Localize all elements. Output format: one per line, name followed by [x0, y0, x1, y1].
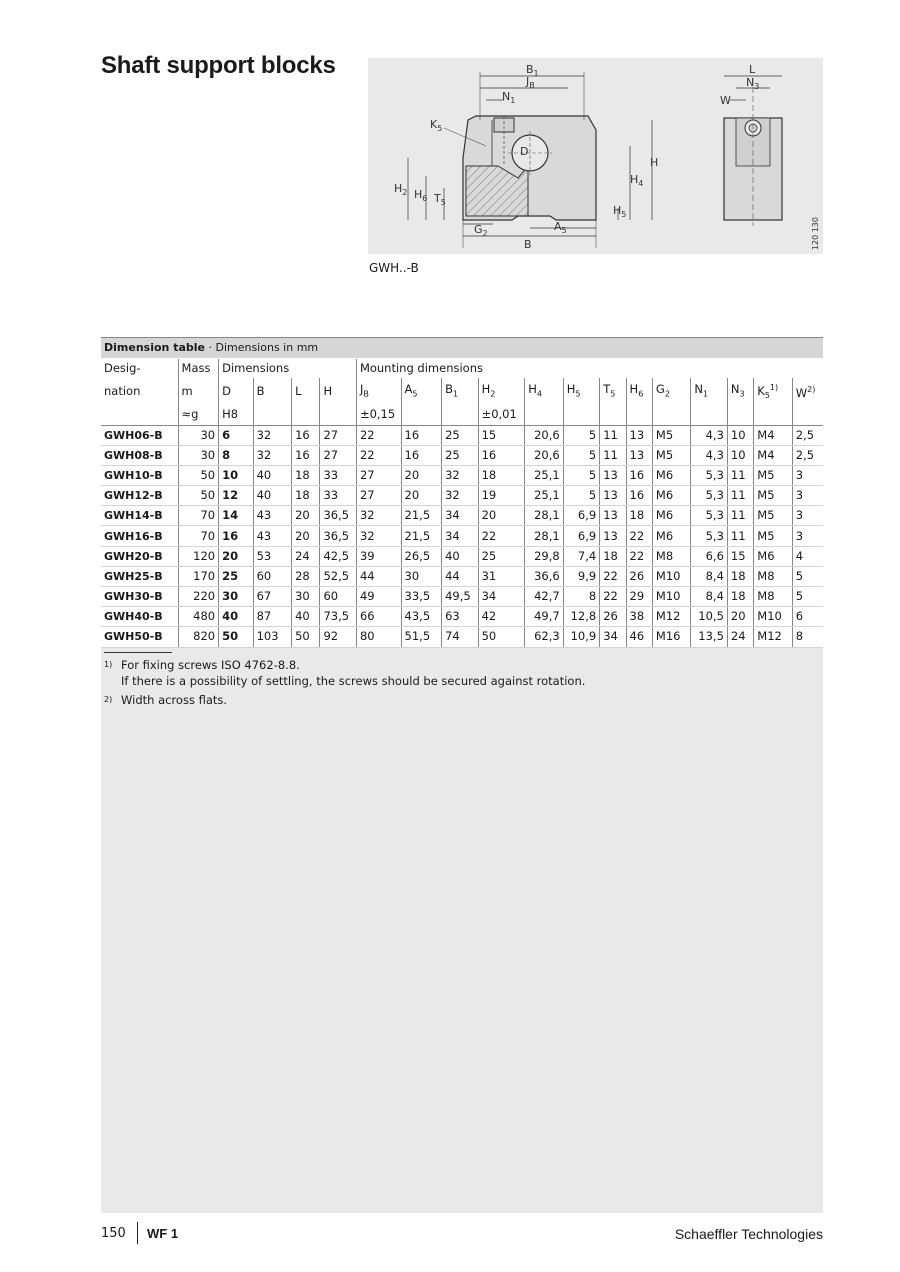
table-cell: 22 [626, 526, 652, 546]
table-cell: 39 [356, 546, 401, 566]
table-cell: M12 [754, 627, 793, 647]
table-cell: 11 [727, 465, 753, 485]
table-cell: 15 [727, 546, 753, 566]
table-cell: 16 [478, 445, 525, 465]
table-cell: 15 [478, 425, 525, 445]
table-cell: 53 [253, 546, 292, 566]
table-cell: 30 [178, 425, 219, 445]
table-cell: 5,3 [691, 526, 727, 546]
page-footer [101, 1222, 823, 1244]
table-cell: 32 [356, 506, 401, 526]
table-cell: 16 [292, 425, 320, 445]
table-cell: 25,1 [525, 486, 564, 506]
hdr-h2-tol: ±0,01 [478, 405, 525, 425]
designation-cell: GWH30-B [101, 587, 178, 607]
table-cell: 20 [727, 607, 753, 627]
table-cell: M5 [754, 526, 793, 546]
table-cell: 16 [292, 445, 320, 465]
table-cell: M5 [754, 486, 793, 506]
table-cell: 40 [219, 607, 253, 627]
label-h2: $H_2$ [394, 182, 408, 197]
table-cell: 52,5 [320, 566, 356, 586]
table-cell: 38 [626, 607, 652, 627]
table-cell: 8 [219, 445, 253, 465]
table-cell: 26 [600, 607, 626, 627]
table-cell: 43 [253, 506, 292, 526]
table-cell: 30 [178, 445, 219, 465]
footnote-1-line-1: For fixing screws ISO 4762-8.8. [121, 658, 300, 672]
label-h: H [650, 156, 659, 169]
table-cell: 30 [401, 566, 442, 586]
table-cell: 26 [626, 566, 652, 586]
table-cell: 40 [253, 465, 292, 485]
table-row [101, 425, 823, 445]
table-cell: M16 [652, 627, 691, 647]
table-cell: 18 [292, 486, 320, 506]
table-cell: 7,4 [563, 546, 599, 566]
table-cell: M10 [652, 587, 691, 607]
table-cell: M5 [652, 425, 691, 445]
table-cell: 24 [727, 627, 753, 647]
designation-cell: GWH50-B [101, 627, 178, 647]
table-cell: 480 [178, 607, 219, 627]
table-cell: 74 [442, 627, 478, 647]
table-cell: M8 [652, 546, 691, 566]
table-cell: 20 [219, 546, 253, 566]
hdr-k5: $K_5^{1)}$ [754, 378, 793, 405]
table-cell: 16 [401, 425, 442, 445]
table-cell: M6 [652, 506, 691, 526]
footnote-1-mark: 1) [104, 660, 113, 669]
dimension-table [101, 359, 823, 648]
label-k5: $K_5$ [430, 118, 443, 133]
table-cell: 22 [626, 546, 652, 566]
table-cell: 32 [442, 465, 478, 485]
footnote-2-line-1: Width across flats. [121, 693, 228, 707]
table-cell: 27 [320, 425, 356, 445]
table-cell: 8,4 [691, 587, 727, 607]
table-row [101, 566, 823, 586]
table-cell: 25 [478, 546, 525, 566]
hdr-h4: $H_4$ [525, 378, 564, 405]
footnote-1-line-2: If there is a possibility of settling, the screws should be secured against rotation. [121, 674, 586, 688]
table-cell: 4,3 [691, 425, 727, 445]
section-label: WF 1 [147, 1226, 179, 1241]
table-cell: 42 [478, 607, 525, 627]
footnote-2-mark: 2) [104, 695, 113, 704]
table-cell: 50 [178, 465, 219, 485]
table-cell: 32 [253, 425, 292, 445]
label-b: B [524, 238, 532, 251]
table-cell: 27 [356, 465, 401, 485]
table-cell: 30 [292, 587, 320, 607]
hdr-m: m [178, 378, 219, 405]
table-cell: 170 [178, 566, 219, 586]
hdr-w: $W^{2)}$ [792, 378, 823, 405]
designation-cell: GWH40-B [101, 607, 178, 627]
table-cell: 25 [442, 425, 478, 445]
table-cell: 11 [600, 425, 626, 445]
hdr-b: B [253, 378, 292, 405]
table-cell: 13 [626, 425, 652, 445]
table-cell: 5 [563, 486, 599, 506]
table-row [101, 526, 823, 546]
table-cell: 34 [442, 506, 478, 526]
table-cell: 8 [563, 587, 599, 607]
label-d: D [520, 145, 529, 158]
footer-separator [137, 1222, 138, 1244]
table-cell: M6 [754, 546, 793, 566]
table-cell: 5 [563, 425, 599, 445]
table-cell: 40 [292, 607, 320, 627]
hdr-h6: $H_6$ [626, 378, 652, 405]
label-t5: $T_5$ [434, 192, 446, 207]
table-cell: 49 [356, 587, 401, 607]
table-cell: 50 [219, 627, 253, 647]
table-cell: 10 [727, 445, 753, 465]
table-cell: 18 [727, 566, 753, 586]
table-cell: 29 [626, 587, 652, 607]
table-cell: 32 [253, 445, 292, 465]
table-row [101, 506, 823, 526]
table-cell: 8 [792, 627, 823, 647]
table-cell: 11 [727, 486, 753, 506]
dimension-table-area [101, 337, 823, 1213]
brand-name: Schaeffler Technologies [674, 1226, 823, 1242]
table-cell: 12 [219, 486, 253, 506]
table-cell: M12 [652, 607, 691, 627]
hdr-dimensions: Dimensions [219, 359, 357, 378]
table-cell: M4 [754, 445, 793, 465]
table-cell: 22 [356, 445, 401, 465]
table-cell: 60 [320, 587, 356, 607]
table-cell: 13 [600, 465, 626, 485]
table-cell: 29,8 [525, 546, 564, 566]
footnotes [104, 652, 585, 708]
hdr-approx-g: ≈g [178, 405, 219, 425]
table-cell: 24 [292, 546, 320, 566]
table-cell: 50 [478, 627, 525, 647]
table-cell: 10 [219, 465, 253, 485]
page-number: 150 [101, 1226, 126, 1241]
label-n1: $N_1$ [502, 90, 516, 105]
table-cell: 26,5 [401, 546, 442, 566]
table-cell: 5 [792, 587, 823, 607]
table-cell: 36,6 [525, 566, 564, 586]
table-row [101, 627, 823, 647]
table-cell: 5,3 [691, 506, 727, 526]
table-cell: 42,7 [525, 587, 564, 607]
table-cell: 16 [401, 445, 442, 465]
table-cell: 40 [442, 546, 478, 566]
page-title: Shaft support blocks [101, 52, 336, 79]
table-row [101, 546, 823, 566]
table-cell: 220 [178, 587, 219, 607]
table-cell: 19 [478, 486, 525, 506]
hdr-mass: Mass [178, 359, 219, 378]
table-cell: 92 [320, 627, 356, 647]
table-cell: 13 [626, 445, 652, 465]
table-cell: 22 [600, 566, 626, 586]
table-cell: 46 [626, 627, 652, 647]
table-cell: 21,5 [401, 506, 442, 526]
table-cell: 70 [178, 526, 219, 546]
table-cell: 28,1 [525, 506, 564, 526]
table-heading-rest: · Dimensions in mm [204, 341, 319, 354]
table-cell: 6,9 [563, 526, 599, 546]
table-cell: 16 [219, 526, 253, 546]
table-cell: 40 [253, 486, 292, 506]
table-cell: 20 [401, 465, 442, 485]
table-cell: 120 [178, 546, 219, 566]
table-cell: 30 [219, 587, 253, 607]
table-cell: 20 [401, 486, 442, 506]
table-cell: 33 [320, 486, 356, 506]
hdr-g2: $G_2$ [652, 378, 691, 405]
label-h6: $H_6$ [414, 188, 428, 203]
hdr-h2: $H_2$ [478, 378, 525, 405]
hdr-jb: $J_B$ [356, 378, 401, 405]
table-cell: 13 [600, 506, 626, 526]
table-cell: 18 [727, 587, 753, 607]
table-cell: 49,7 [525, 607, 564, 627]
table-cell: 49,5 [442, 587, 478, 607]
label-n3: $N_3$ [746, 76, 760, 91]
hdr-d: D [219, 378, 253, 405]
table-cell: 25 [219, 566, 253, 586]
table-cell: 33 [320, 465, 356, 485]
drawing-id: 120 130 [811, 216, 820, 250]
table-cell: 44 [356, 566, 401, 586]
table-cell: 20 [478, 506, 525, 526]
label-g2: $G_2$ [474, 223, 488, 238]
table-cell: 3 [792, 526, 823, 546]
hdr-mounting: Mounting dimensions [356, 359, 823, 378]
table-cell: 34 [442, 526, 478, 546]
table-cell: 5 [792, 566, 823, 586]
hdr-desig-2: nation [101, 378, 178, 405]
table-cell: 10,5 [691, 607, 727, 627]
hdr-h: H [320, 378, 356, 405]
hdr-h5: $H_5$ [563, 378, 599, 405]
table-cell: M10 [652, 566, 691, 586]
table-cell: 4,3 [691, 445, 727, 465]
table-cell: 5 [563, 445, 599, 465]
designation-cell: GWH16-B [101, 526, 178, 546]
table-cell: 20,6 [525, 445, 564, 465]
table-cell: 36,5 [320, 526, 356, 546]
table-cell: 25 [442, 445, 478, 465]
table-cell: 22 [600, 587, 626, 607]
table-cell: 3 [792, 486, 823, 506]
table-cell: 27 [356, 486, 401, 506]
table-cell: 51,5 [401, 627, 442, 647]
designation-cell: GWH10-B [101, 465, 178, 485]
table-cell: 10 [727, 425, 753, 445]
table-cell: M5 [754, 465, 793, 485]
table-row [101, 587, 823, 607]
table-cell: 28 [292, 566, 320, 586]
table-cell: 60 [253, 566, 292, 586]
table-cell: 43 [253, 526, 292, 546]
table-cell: 9,9 [563, 566, 599, 586]
hdr-t5: $T_5$ [600, 378, 626, 405]
table-cell: 20 [292, 506, 320, 526]
label-h5: $H_5$ [613, 204, 627, 219]
table-cell: 62,3 [525, 627, 564, 647]
table-cell: M6 [652, 465, 691, 485]
hdr-n1: $N_1$ [691, 378, 727, 405]
table-cell: 73,5 [320, 607, 356, 627]
table-cell: 25,1 [525, 465, 564, 485]
designation-cell: GWH06-B [101, 425, 178, 445]
table-cell: 18 [626, 506, 652, 526]
table-cell: 5,3 [691, 465, 727, 485]
table-cell: 6,9 [563, 506, 599, 526]
table-cell: 13 [600, 486, 626, 506]
hdr-l: L [292, 378, 320, 405]
table-cell: 20,6 [525, 425, 564, 445]
table-cell: M10 [754, 607, 793, 627]
label-jb: $J_B$ [526, 75, 535, 90]
label-h4: $H_4$ [630, 173, 644, 188]
table-cell: 3 [792, 465, 823, 485]
table-cell: 11 [727, 526, 753, 546]
footnote-rule [104, 652, 172, 653]
table-cell: 22 [478, 526, 525, 546]
table-cell: 6 [219, 425, 253, 445]
table-row [101, 445, 823, 465]
table-cell: 21,5 [401, 526, 442, 546]
table-cell: 2,5 [792, 445, 823, 465]
table-cell: 16 [626, 486, 652, 506]
table-row [101, 465, 823, 485]
table-cell: 18 [292, 465, 320, 485]
table-cell: 44 [442, 566, 478, 586]
table-cell: 8,4 [691, 566, 727, 586]
hdr-b1: $B_1$ [442, 378, 478, 405]
table-row [101, 607, 823, 627]
table-cell: 103 [253, 627, 292, 647]
designation-cell: GWH08-B [101, 445, 178, 465]
hdr-empty [101, 405, 178, 425]
label-a5: $A_5$ [554, 220, 567, 235]
table-cell: 11 [727, 506, 753, 526]
table-cell: 16 [626, 465, 652, 485]
designation-cell: GWH20-B [101, 546, 178, 566]
table-row [101, 486, 823, 506]
designation-cell: GWH25-B [101, 566, 178, 586]
table-cell: M4 [754, 425, 793, 445]
table-cell: 31 [478, 566, 525, 586]
label-w: W [720, 94, 731, 107]
label-l: L [749, 63, 756, 76]
table-cell: 13 [600, 526, 626, 546]
table-cell: 67 [253, 587, 292, 607]
table-cell: 14 [219, 506, 253, 526]
table-cell: 43,5 [401, 607, 442, 627]
table-cell: 34 [600, 627, 626, 647]
table-cell: 80 [356, 627, 401, 647]
label-b1: $B_1$ [526, 63, 539, 78]
table-cell: 22 [356, 425, 401, 445]
hdr-a5: $A_5$ [401, 378, 442, 405]
table-heading [101, 337, 823, 359]
table-cell: 6 [792, 607, 823, 627]
table-cell: M6 [652, 526, 691, 546]
table-cell: M8 [754, 587, 793, 607]
table-cell: M8 [754, 566, 793, 586]
table-cell: 2,5 [792, 425, 823, 445]
table-cell: 70 [178, 506, 219, 526]
table-cell: 6,6 [691, 546, 727, 566]
table-cell: 36,5 [320, 506, 356, 526]
table-cell: 820 [178, 627, 219, 647]
table-cell: 32 [442, 486, 478, 506]
table-cell: 18 [478, 465, 525, 485]
hdr-n3: $N_3$ [727, 378, 753, 405]
table-cell: 63 [442, 607, 478, 627]
designation-cell: GWH12-B [101, 486, 178, 506]
table-cell: 50 [178, 486, 219, 506]
technical-drawing [368, 58, 823, 254]
table-cell: 3 [792, 506, 823, 526]
table-cell: 5,3 [691, 486, 727, 506]
table-cell: 18 [600, 546, 626, 566]
table-cell: 50 [292, 627, 320, 647]
table-cell: 4 [792, 546, 823, 566]
hdr-jb-tol: ±0,15 [356, 405, 401, 425]
table-cell: 28,1 [525, 526, 564, 546]
table-cell: 27 [320, 445, 356, 465]
table-cell: M5 [754, 506, 793, 526]
figure-caption: GWH..-B [369, 261, 419, 275]
table-cell: 13,5 [691, 627, 727, 647]
designation-cell: GWH14-B [101, 506, 178, 526]
table-cell: 33,5 [401, 587, 442, 607]
table-cell: 34 [478, 587, 525, 607]
hdr-d-tol: H8 [219, 405, 253, 425]
table-cell: M5 [652, 445, 691, 465]
table-cell: 10,9 [563, 627, 599, 647]
table-cell: 20 [292, 526, 320, 546]
table-cell: 11 [600, 445, 626, 465]
table-cell: 42,5 [320, 546, 356, 566]
table-cell: M6 [652, 486, 691, 506]
table-cell: 87 [253, 607, 292, 627]
table-cell: 32 [356, 526, 401, 546]
table-cell: 66 [356, 607, 401, 627]
hdr-desig: Desig- [101, 359, 178, 378]
table-cell: 5 [563, 465, 599, 485]
table-heading-bold: Dimension table [104, 341, 205, 354]
table-cell: 12,8 [563, 607, 599, 627]
